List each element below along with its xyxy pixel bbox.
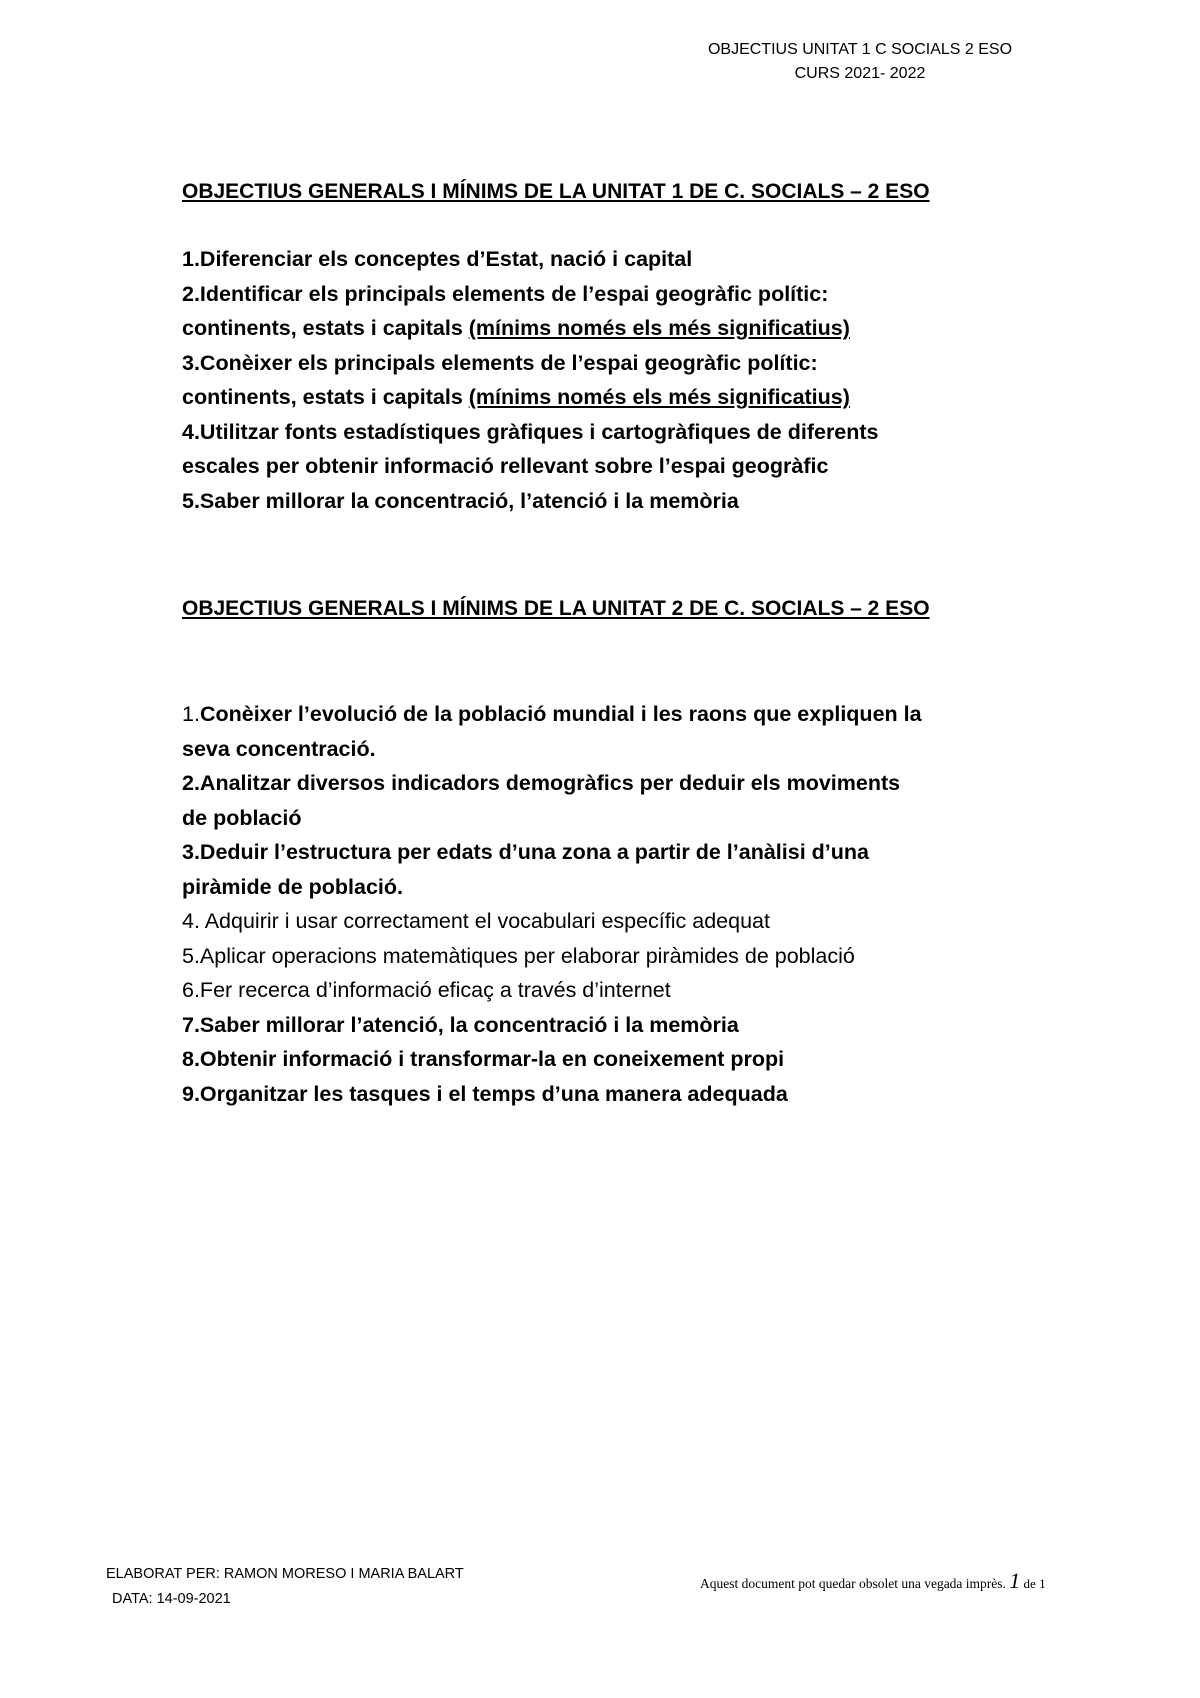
footer-obsolete-note: Aquest document pot quedar obsolet una vegada imprès. xyxy=(700,1576,1010,1591)
unit2-objectives xyxy=(182,697,1082,1111)
unit2-title: OBJECTIUS GENERALS I MÍNIMS DE LA UNITAT 2 DE C. SOCIALS – 2 ESO xyxy=(182,597,930,620)
footer-date: DATA: 14-09-2021 xyxy=(112,1591,231,1607)
list-item: de població xyxy=(182,805,302,830)
list-item: continents, estats i capitals (mínims només els més significatius) xyxy=(182,316,850,340)
page-number: 1 xyxy=(1009,1568,1021,1593)
list-item: 4. Adquirir i usar correctament el vocabulari específic adequat xyxy=(182,909,770,933)
list-item: 1.Conèixer l’evolució de la població mundial i les raons que expliquen la xyxy=(182,702,922,726)
list-item: 3.Deduir l’estructura per edats d’una zona a partir de l’anàlisi d’una xyxy=(182,840,869,864)
header-title: OBJECTIUS UNITAT 1 C SOCIALS 2 ESO xyxy=(707,41,1013,58)
minimums-note: (mínims només els més significatius) xyxy=(468,385,850,409)
header-course: CURS 2021- 2022 xyxy=(794,65,926,82)
list-item: piràmide de població. xyxy=(182,874,404,899)
footer-authors-block xyxy=(106,1562,464,1612)
page-total: de 1 xyxy=(1020,1576,1046,1591)
list-item: 1.Diferenciar els conceptes d’Estat, nació i capital xyxy=(182,247,693,271)
list-item: 9.Organitzar les tasques i el temps d’una manera adequada xyxy=(182,1081,788,1106)
list-item: 5.Aplicar operacions matemàtiques per elaborar piràmides de població xyxy=(182,943,855,968)
list-item: continents, estats i capitals (mínims només els més significatius) xyxy=(182,385,850,409)
unit1-objectives xyxy=(182,242,1082,518)
list-item: 7.Saber millorar l’atenció, la concentració i la memòria xyxy=(182,1012,739,1037)
list-item: 6.Fer recerca d’informació eficaç a través d’internet xyxy=(182,978,671,1002)
list-item: 8.Obtenir informació i transformar-la en coneixement propi xyxy=(182,1047,785,1071)
footer-note-block xyxy=(700,1568,1046,1594)
unit1-title: OBJECTIUS GENERALS I MÍNIMS DE LA UNITAT 1 DE C. SOCIALS – 2 ESO xyxy=(182,180,930,203)
footer-authors: ELABORAT PER: RAMON MORESO I MARIA BALART xyxy=(106,1566,464,1582)
list-item: escales per obtenir informació rellevant sobre l’espai geogràfic xyxy=(182,454,829,478)
minimums-note: (mínims només els més significatius) xyxy=(468,316,850,340)
list-item: 4.Utilitzar fonts estadístiques gràfiques i cartogràfiques de diferents xyxy=(182,419,879,444)
list-item: 5.Saber millorar la concentració, l’atenció i la memòria xyxy=(182,488,739,513)
list-item: 2.Identificar els principals elements de l’espai geogràfic polític: xyxy=(182,281,829,306)
list-item: seva concentració. xyxy=(182,736,376,761)
page-header xyxy=(640,38,1080,86)
list-item: 3.Conèixer els principals elements de l’espai geogràfic polític: xyxy=(182,350,818,375)
list-item: 2.Analitzar diversos indicadors demogràfics per deduir els moviments xyxy=(182,771,901,795)
